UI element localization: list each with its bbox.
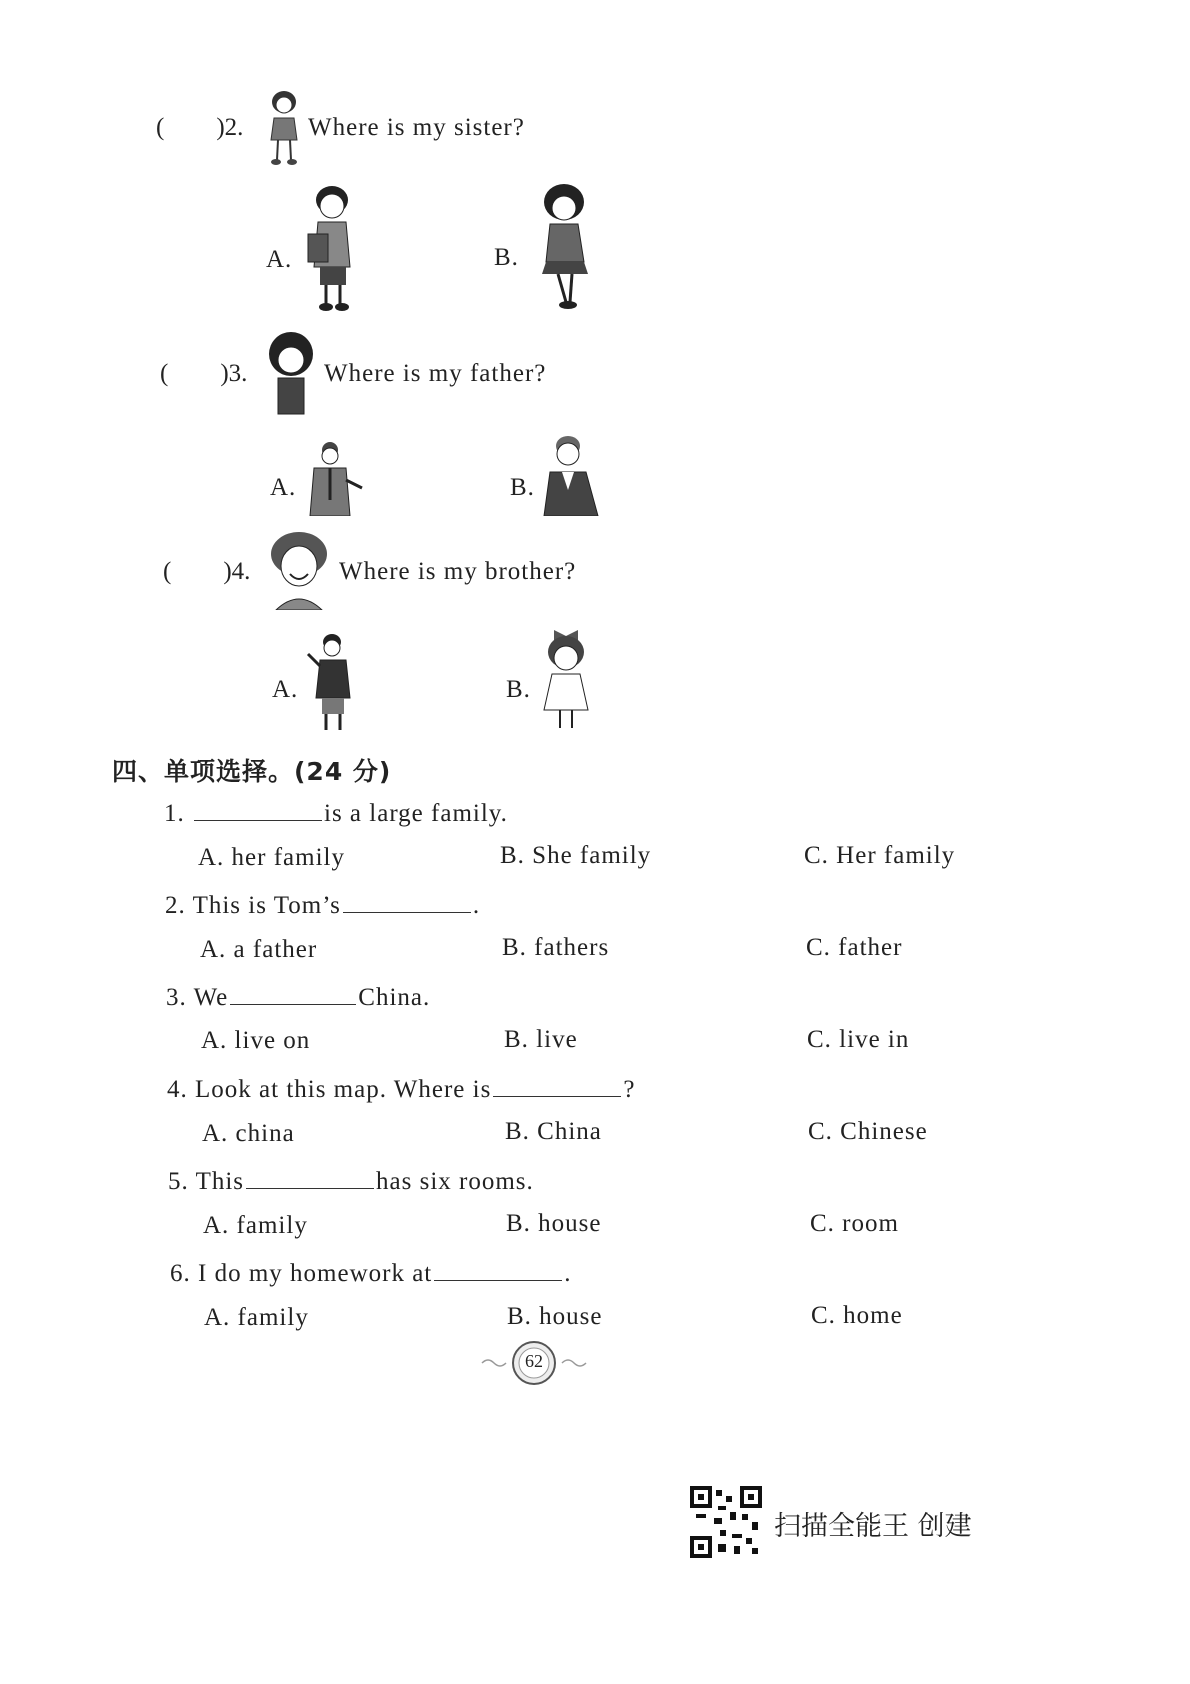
choice-a[interactable]: A. china (202, 1120, 295, 1147)
choice-b[interactable]: B. She family (500, 842, 652, 869)
qr-code-icon (690, 1486, 762, 1558)
choice-b[interactable]: B. live (504, 1026, 578, 1053)
section-title: 四、单项选择。(24 分) (112, 757, 392, 786)
choice-a[interactable]: A. live on (201, 1027, 311, 1054)
boy-reading-book-figure (300, 182, 364, 312)
option-b-label: B. (494, 244, 519, 271)
option-a-label: A. (272, 676, 299, 703)
question-1: 1. is a large family. (164, 800, 508, 827)
answer-blank[interactable] (194, 798, 322, 821)
choice-c[interactable]: C. Her family (804, 842, 956, 869)
choice-c[interactable]: C. live in (807, 1026, 910, 1053)
answer-blank[interactable] (434, 1258, 562, 1281)
option-a-label: A. (266, 246, 293, 273)
choice-c[interactable]: C. father (806, 934, 903, 961)
answer-paren[interactable]: ( )4. (163, 558, 251, 585)
choice-b[interactable]: B. China (505, 1118, 602, 1145)
answer-blank[interactable] (493, 1074, 621, 1097)
choice-b[interactable]: B. house (506, 1210, 602, 1237)
woman-figure (542, 434, 606, 516)
question-4: 4. Look at this map. Where is ? (167, 1076, 636, 1103)
answer-paren[interactable]: ( )3. (160, 360, 248, 387)
choice-b[interactable]: B. house (507, 1303, 603, 1330)
choice-c[interactable]: C. home (811, 1302, 903, 1329)
question-6: 6. I do my homework at . (170, 1260, 572, 1287)
option-a-label: A. (270, 474, 297, 501)
choice-a[interactable]: A. a father (200, 936, 318, 963)
question-3: 3. We China. (166, 984, 431, 1011)
answer-blank[interactable] (246, 1166, 374, 1189)
man-in-suit-figure (302, 440, 366, 516)
girl-with-bow-figure (540, 626, 592, 734)
question-5: 5. This has six rooms. (168, 1168, 534, 1195)
option-b-label: B. (510, 474, 535, 501)
girl-speaker-figure (266, 330, 316, 416)
boy-waving-figure (304, 632, 356, 736)
question-2: 2. This is Tom’s . (165, 892, 481, 919)
choice-a[interactable]: A. family (204, 1304, 309, 1331)
choice-c[interactable]: C. room (810, 1210, 899, 1237)
question-text: Where is my father? (324, 360, 547, 387)
question-text: Where is my brother? (339, 558, 577, 585)
option-b-label: B. (506, 676, 531, 703)
answer-paren[interactable]: ( )2. (156, 114, 244, 141)
choice-b[interactable]: B. fathers (502, 934, 610, 961)
page-number: 62 (525, 1351, 543, 1371)
watermark-text: 扫描全能王 创建 (774, 1511, 972, 1542)
answer-blank[interactable] (343, 890, 471, 913)
sister-girl-figure (264, 90, 304, 166)
question-text: Where is my sister? (308, 114, 525, 141)
answer-blank[interactable] (230, 982, 356, 1005)
choice-a[interactable]: A. her family (198, 844, 345, 871)
choice-a[interactable]: A. family (203, 1212, 308, 1239)
girl-figure (536, 182, 598, 310)
boy-with-curly-hair-figure (268, 530, 330, 610)
choice-c[interactable]: C. Chinese (808, 1118, 928, 1145)
